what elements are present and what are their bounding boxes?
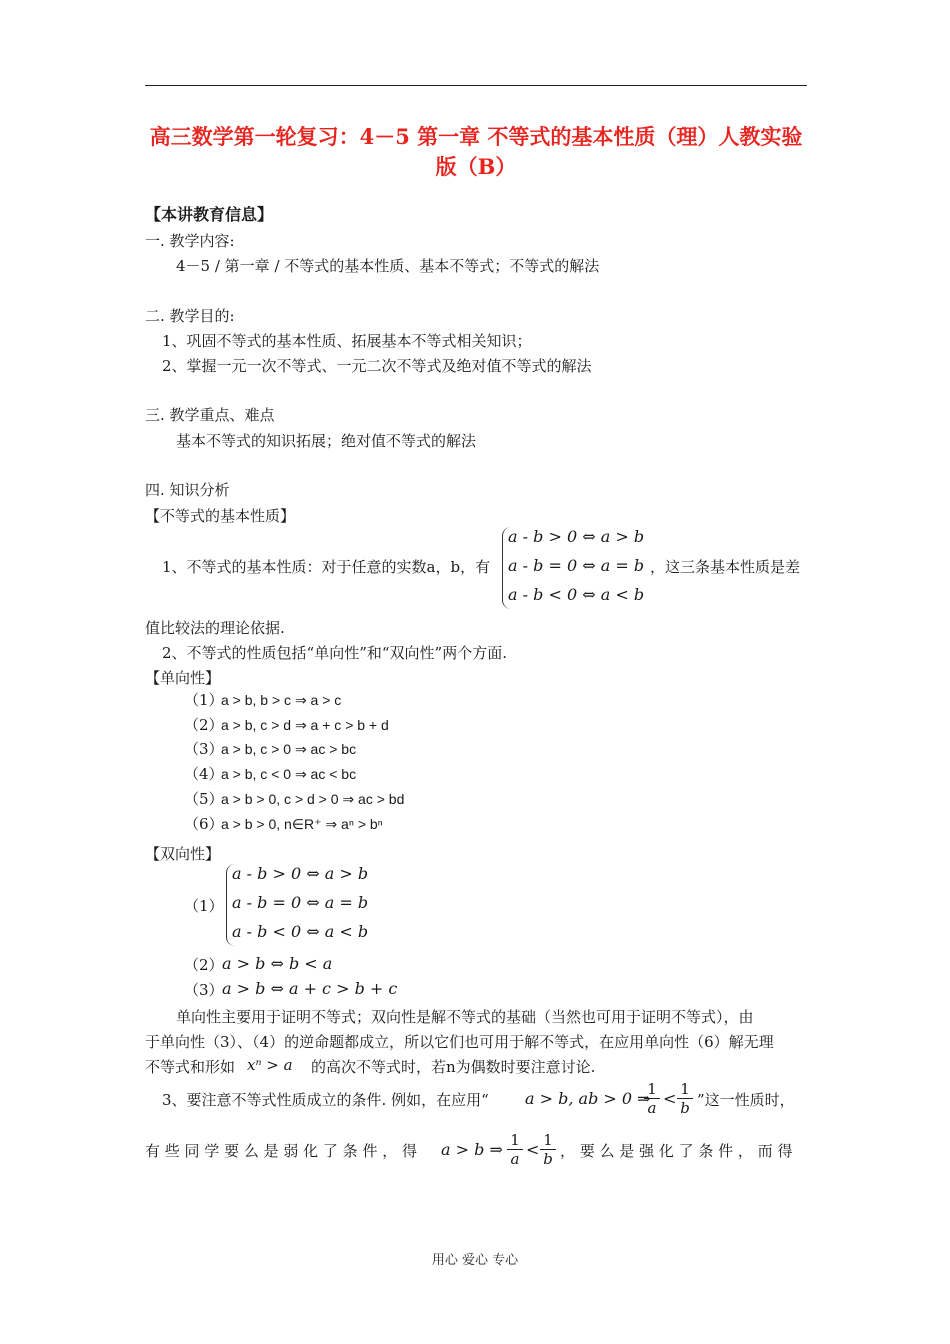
frac-denominator: b — [543, 1150, 553, 1168]
frac-denominator: a — [647, 1099, 657, 1117]
s3-heading: 三. 教学重点、难点 — [145, 406, 275, 424]
p2: 2、不等式的性质包括“单向性”和“双向性”两个方面. — [162, 644, 507, 662]
p3-frac-1-over-a — [644, 1080, 660, 1117]
one-way-expr-4: a > b, c < 0 ⇒ ac < bc — [221, 766, 357, 782]
two-way-num-3: （3） — [184, 981, 224, 999]
frac-numerator: 1 — [507, 1131, 523, 1150]
s2-item-1: 1、巩固不等式的基本性质、拓展基本不等式相关知识； — [162, 332, 532, 350]
s3-content: 基本不等式的知识拓展；绝对值不等式的解法 — [176, 432, 477, 450]
p1-suffix: ，这三条基本性质是差 — [650, 558, 801, 576]
p1-continuation: 值比较法的理论依据. — [145, 619, 285, 637]
section-header: 【本讲教育信息】 — [145, 205, 274, 224]
one-way-num-6: （6） — [184, 815, 224, 833]
sub-one-way: 【单向性】 — [145, 669, 221, 687]
para-line-1: 单向性主要用于证明不等式；双向性是解不等式的基础（当然也可用于证明不等式），由 — [176, 1008, 754, 1026]
system-line-2: a - b = 0 ⇔ a = b — [508, 556, 645, 575]
p3-math: a > b, ab > 0 ⇒ — [525, 1089, 651, 1108]
s2-item-2: 2、掌握一元一次不等式、一元二次不等式及绝对值不等式的解法 — [162, 357, 592, 375]
two-way-num-1: （1） — [184, 897, 224, 915]
page-footer: 用心 爱心 专心 — [431, 1253, 519, 1268]
sub-basic-properties: 【不等式的基本性质】 — [145, 507, 296, 525]
one-way-expr-3: a > b, c > 0 ⇒ ac > bc — [221, 741, 357, 757]
s1-heading: 一. 教学内容: — [145, 232, 235, 250]
s1-content: 4－5 / 第一章 / 不等式的基本性质、基本不等式；不等式的解法 — [176, 257, 600, 275]
p3b-frac-1-over-a — [507, 1131, 523, 1168]
p1-prefix: 1、不等式的基本性质：对于任意的实数a，b，有 — [162, 558, 491, 576]
p3b-math: a > b ⇒ — [441, 1140, 503, 1159]
s4-heading: 四. 知识分析 — [145, 481, 230, 499]
two-way-num-2: （2） — [184, 956, 224, 974]
p3b-frac-1-over-b — [540, 1131, 556, 1168]
para-line-2: 于单向性（3）、（4）的逆命题都成立，所以它们也可用于解不等式，在应用单向性（6）解无理 — [145, 1033, 774, 1051]
one-way-expr-2: a > b, c > d ⇒ a + c > b + d — [221, 717, 389, 733]
frac-denominator: a — [510, 1150, 520, 1168]
one-way-expr-1: a > b, b > c ⇒ a > c — [221, 692, 342, 708]
two-way-line-3: a - b < 0 ⇔ a < b — [232, 922, 369, 941]
p3-post: ”这一性质时， — [697, 1091, 795, 1109]
two-way-line-1: a - b > 0 ⇔ a > b — [232, 864, 369, 883]
two-way-expr-3: a > b ⇔ a + c > b + c — [222, 979, 398, 998]
para-line-3-math: xⁿ > a — [247, 1056, 293, 1074]
frac-denominator: b — [680, 1099, 690, 1117]
header-rule — [145, 85, 807, 86]
s2-heading: 二. 教学目的: — [145, 307, 235, 325]
para-line-3-post: 的高次不等式时，若n为偶数时要注意讨论. — [311, 1058, 596, 1076]
system-line-3: a - b < 0 ⇔ a < b — [508, 585, 645, 604]
system-line-1: a - b > 0 ⇔ a > b — [508, 527, 645, 546]
p3b-lt: < — [526, 1140, 540, 1159]
one-way-num-3: （3） — [184, 740, 224, 758]
two-way-line-2: a - b = 0 ⇔ a = b — [232, 893, 369, 912]
para-line-3-pre: 不等式和形如 — [145, 1058, 236, 1076]
frac-numerator: 1 — [540, 1131, 556, 1150]
p3-frac-1-over-b — [677, 1080, 693, 1117]
one-way-num-5: （5） — [184, 790, 224, 808]
one-way-num-1: （1） — [184, 691, 224, 709]
p3-pre: 3、要注意不等式性质成立的条件. 例如，在应用“ — [162, 1091, 489, 1109]
p3b-pre: 有 些 同 学 要 么 是 弱 化 了 条 件 ， 得 — [145, 1142, 417, 1160]
two-way-expr-2: a > b ⇔ b < a — [222, 954, 333, 973]
p3-lt: < — [663, 1089, 677, 1108]
document-title: 高三数学第一轮复习：4－5 第一章 不等式的基本性质（理）人教实验 — [149, 124, 803, 149]
frac-numerator: 1 — [644, 1080, 660, 1099]
one-way-expr-5: a > b > 0, c > d > 0 ⇒ ac > bd — [221, 791, 405, 807]
one-way-num-4: （4） — [184, 765, 224, 783]
document-title-cont: 版（B） — [435, 154, 517, 179]
p3b-post: ， 要 么 是 强 化 了 条 件 ， 而 得 — [560, 1142, 793, 1160]
frac-numerator: 1 — [677, 1080, 693, 1099]
sub-two-way: 【双向性】 — [145, 845, 221, 863]
one-way-expr-6: a > b > 0, n∈R⁺ ⇒ aⁿ > bⁿ — [221, 816, 383, 832]
one-way-num-2: （2） — [184, 716, 224, 734]
